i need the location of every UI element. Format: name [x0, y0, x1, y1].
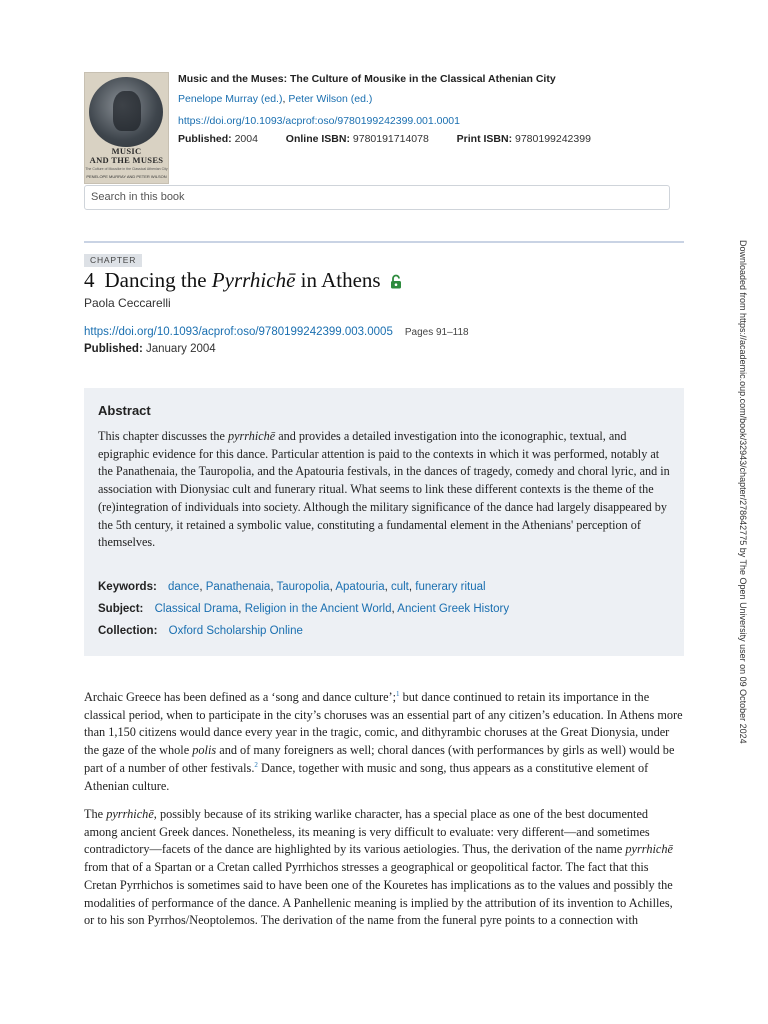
cover-subtitle: The Culture of Mousike in the Classical Athenian City: [85, 167, 168, 171]
body-paragraph-1: Archaic Greece has been defined as a ‘song and dance culture’;$^1$ but dance continued to retain its importance in the classical period, when to participate in the city’s choruses was an essential part of any citizen’s education. In Athens more than 1,150 citizens would dance every year in the tragic, comic, and dithyrambic choruses at the Great Dionysia, under the gaze of the whole polis and of many foreigners as well; choral dances (with performances by girls as well) would be part of a number of other festivals.$^2$ Dance, together with music and song, thus appears as a constitutive element of Athenian culture.: [84, 690, 683, 793]
cover-title: MUSIC AND THE MUSES: [89, 146, 164, 165]
footnote-1-link[interactable]: 1: [396, 690, 400, 698]
keyword-link[interactable]: funerary ritual: [415, 581, 486, 593]
section-divider: [84, 241, 684, 243]
collection-link[interactable]: Oxford Scholarship Online: [168, 625, 303, 637]
book-title[interactable]: Music and the Muses: The Culture of Mousike in the Classical Athenian City: [178, 73, 556, 85]
book-doi-link[interactable]: https://doi.org/10.1093/acprof:oso/9780199242399.001.0001: [178, 115, 460, 127]
download-watermark: Downloaded from https://academic.oup.com/book/32943/chapter/278642775 by The Open University user on 09 October 2024: [738, 240, 748, 744]
online-isbn-label: Online ISBN:: [285, 133, 350, 145]
subject-label: Subject:: [98, 603, 144, 615]
abstract-heading: Abstract: [98, 403, 151, 418]
book-metadata: [178, 133, 591, 145]
editor-link-murray[interactable]: Penelope Murray (ed.): [178, 93, 283, 105]
published-year: 2004: [234, 133, 258, 145]
search-in-book-input[interactable]: Search in this book: [84, 185, 670, 210]
chapter-doi-row: [84, 326, 469, 338]
keyword-link[interactable]: Tauropolia: [276, 581, 330, 593]
subject-link[interactable]: Ancient Greek History: [397, 603, 510, 615]
book-cover-image[interactable]: [84, 72, 169, 184]
published-label: Published:: [178, 133, 232, 145]
subject-link[interactable]: Religion in the Ancient World: [244, 603, 392, 615]
print-isbn: 9780199242399: [515, 133, 591, 145]
chapter-published-label: Published:: [84, 343, 143, 355]
chapter-doi-link[interactable]: https://doi.org/10.1093/acprof:oso/9780199242399.003.0005: [84, 326, 393, 338]
keywords-label: Keywords:: [98, 581, 157, 593]
keyword-link[interactable]: dance: [168, 581, 200, 593]
keyword-link[interactable]: Apatouria: [335, 581, 385, 593]
keyword-link[interactable]: cult: [390, 581, 409, 593]
chapter-author[interactable]: Paola Ceccarelli: [84, 296, 171, 310]
subject-row: Subject: Classical Drama, Religion in the Ancient World, Ancient Greek History: [98, 603, 510, 615]
book-editors: [178, 93, 372, 105]
body-paragraph-2: The pyrrhichē, possibly because of its striking warlike character, has a special place as one of the best documented among ancient Greek dances. Nonetheless, its meaning is very difficult to evaluate: very different—and sometimes contradictory—facets of the dance are highlighted by its various aetiologies. Thus, the derivation of the name pyrrhichē from that of a Spartan or a Cretan called Pyrrhichos stresses a geographical or geopolitical factor. The fact that this Cretan Pyrrhichos is sometimes said to have been one of the Kouretes has implications as to the values and possibly the modalities of performance of the dance. A Panhellenic meaning is implied by the attribution of its invention to Achilles, or to his son Pyrrhos/Neoptolemos. The derivation of the name from the funeral pyre points to a connection with: [84, 807, 673, 928]
collection-label: Collection:: [98, 625, 158, 637]
footnote-2-link[interactable]: 2: [254, 760, 258, 769]
online-isbn: 9780191714078: [352, 133, 429, 145]
collection-row: [98, 625, 303, 637]
subject-link[interactable]: Classical Drama: [154, 603, 239, 615]
print-isbn-label: Print ISBN:: [456, 133, 513, 145]
chapter-number: 4: [84, 268, 95, 292]
abstract-text: This chapter discusses the pyrrhichē and provides a detailed investigation into the iconographic, textual, and epigraphic evidence for this dance. Particular attention is paid to the contexts in which it was performed, notably at the Panathenaia, the Tauropolia, and the Apatouria festivals, in the dances of tragedy, comedy and choral lyric, and in association with Dionysiac cult and funerary ritual. What seems to link these different contexts is the theme of the (re)integration of individuals into society. Although the military significance of the dance had largely disappeared by the 5th century, it retained a symbolic value, constituting a fundamental element in the Athenians' perception of themselves.: [98, 429, 670, 550]
keyword-link[interactable]: Panathenaia: [205, 581, 271, 593]
cover-authors: PENELOPE MURRAY AND PETER WILSON: [86, 174, 167, 179]
chapter-published-date: January 2004: [145, 343, 216, 355]
abstract-panel: [84, 388, 684, 656]
editor-separator: ,: [282, 93, 289, 105]
chapter-title: 4 Dancing the Pyrrhichē in Athens: [84, 268, 402, 295]
editor-link-wilson[interactable]: Peter Wilson (ed.): [288, 93, 373, 105]
open-access-lock-icon: [390, 270, 402, 295]
chapter-badge: CHAPTER: [84, 254, 142, 267]
chapter-pages: Pages 91–118: [404, 327, 469, 338]
cover-artwork: [89, 77, 163, 147]
keywords-row: Keywords: dance, Panathenaia, Tauropolia, Apatouria, cult, funerary ritual: [98, 581, 486, 593]
chapter-published: [84, 343, 216, 355]
